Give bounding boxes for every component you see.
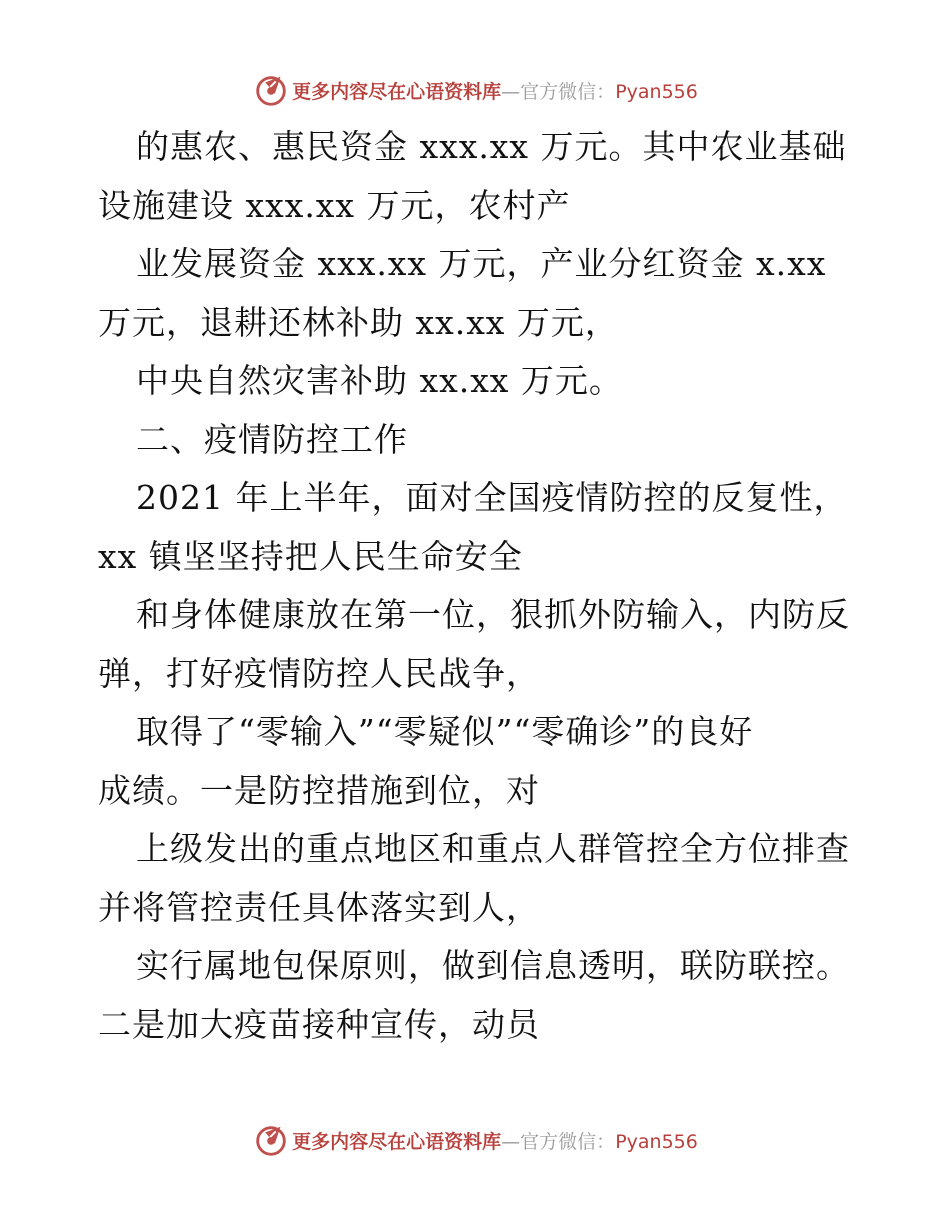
text-line: 实行属地包保原则，做到信息透明，联防联控。	[136, 946, 850, 985]
text-line: 弹，打好疫情防控人民战争，	[98, 653, 540, 693]
watermark-dash: —	[501, 1130, 521, 1153]
watermark-site-text: 更多内容尽在心语资料库	[292, 80, 502, 103]
text-line: 取得了“零输入”“零疑似”“零确诊”的良好	[136, 712, 754, 751]
section-heading: 二、疫情防控工作	[136, 419, 408, 459]
watermark-account: Pyan556	[615, 1130, 698, 1153]
text-line: 并将管控责任具体落实到人，	[98, 887, 540, 927]
text-line: 上级发出的重点地区和重点人群管控全方位排查	[136, 829, 850, 868]
text-line: 万元，退耕还林补助 xx.xx 万元，	[98, 302, 619, 342]
text-line: xx 镇坚坚持把人民生命安全	[98, 536, 523, 576]
text-line: 二是加大疫苗接种宣传，动员	[98, 1004, 540, 1044]
header-watermark	[0, 70, 950, 110]
watermark-dash: —	[501, 80, 521, 103]
footer-watermark	[0, 1120, 950, 1160]
watermark-account: Pyan556	[615, 80, 698, 103]
watermark-label: 官方微信：	[520, 1130, 616, 1153]
watermark-text	[292, 77, 698, 104]
text-line: 设施建设 xxx.xx 万元，农村产	[98, 185, 571, 225]
text-line: 中央自然灾害补助 xx.xx 万元。	[136, 361, 623, 400]
watermark-site-text: 更多内容尽在心语资料库	[292, 1130, 502, 1153]
text-line: 成绩。一是防控措施到位，对	[98, 770, 540, 810]
text-line: 2021 年上半年，面对全国疫情防控的反复性，	[136, 478, 848, 517]
document-body	[98, 118, 858, 1054]
watermark-text	[292, 1127, 698, 1154]
text-line: 业发展资金 xxx.xx 万元，产业分红资金 x.xx	[136, 244, 827, 283]
text-line: 的惠农、惠民资金 xxx.xx 万元。其中农业基础	[136, 127, 847, 166]
logo-icon	[252, 1121, 290, 1159]
watermark-label: 官方微信：	[520, 80, 616, 103]
text-line: 和身体健康放在第一位，狠抓外防输入，内防反	[136, 595, 850, 634]
logo-icon	[252, 71, 290, 109]
